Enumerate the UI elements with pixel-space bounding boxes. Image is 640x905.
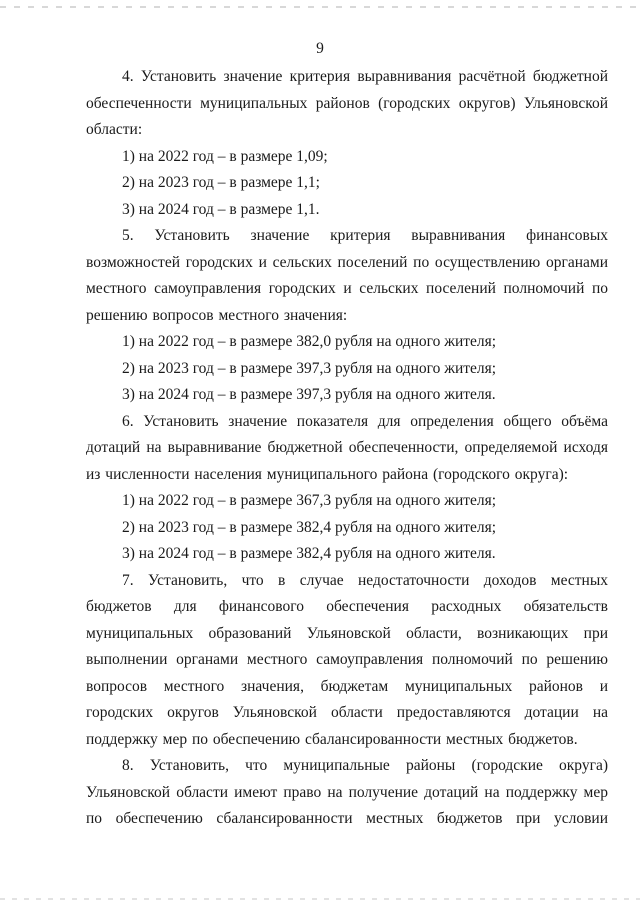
paragraph: 5. Установить значение критерия выравнивания финансовых возможностей городских и сельских поселений по осуществлению органами местного самоуправления городских и сельских поселений полномочий по решению вопросов местного значения: bbox=[86, 227, 608, 324]
paragraph: 6. Установить значение показателя для определения общего объёма дотаций на выравнивание бюджетной обеспеченности, определяемой исходя из численности населения муниципального района (городского округа): bbox=[86, 412, 608, 483]
list-item: 1) на 2022 год – в размере 367,3 рубля на одного жителя; bbox=[122, 492, 497, 509]
list-item: 2) на 2023 год – в размере 1,1; bbox=[122, 174, 320, 191]
scan-edge-top bbox=[0, 6, 640, 8]
list-item: 2) на 2023 год – в размере 397,3 рубля на одного жителя; bbox=[122, 359, 497, 377]
list-item: 1) на 2022 год – в размере 382,0 рубля на одного жителя; bbox=[122, 333, 497, 350]
paragraph: 7. Установить, что в случае недостаточности доходов местных бюджетов для финансового обеспечения расходных обязательств муниципальных образований Ульяновской области, возникающих при выполнении органами местного самоуправления полномочий по решению вопросов местного значения, бюджетам муниципальных районов и городских округов Ульяновской области предоставляются дотации на поддержку мер по обеспечению сбалансированности местных бюджетов. bbox=[86, 571, 608, 748]
scan-edge-bottom bbox=[0, 898, 640, 900]
list-item: 3) на 2024 год – в размере 397,3 рубля на одного жителя. bbox=[122, 386, 496, 403]
paragraph: 4. Установить значение критерия выравнивания расчётной бюджетной обеспеченности муниципальных районов (городских округов) Ульяновской области: bbox=[86, 68, 608, 138]
list-item: 1) на 2022 год – в размере 1,09; bbox=[122, 147, 328, 165]
list-item: 3) на 2024 год – в размере 1,1. bbox=[122, 200, 320, 218]
paragraph: 8. Установить, что муниципальные районы (городские округа) Ульяновской области имеют право на получение дотаций на поддержку мер по обеспечению сбалансированности местных бюджетов при условии bbox=[86, 757, 608, 827]
list-item: 3) на 2024 год – в размере 382,4 рубля на одного жителя. bbox=[122, 545, 496, 562]
document-body bbox=[86, 64, 608, 833]
list-item: 2) на 2023 год – в размере 382,4 рубля на одного жителя; bbox=[122, 518, 497, 536]
page-number: 9 bbox=[316, 40, 324, 57]
